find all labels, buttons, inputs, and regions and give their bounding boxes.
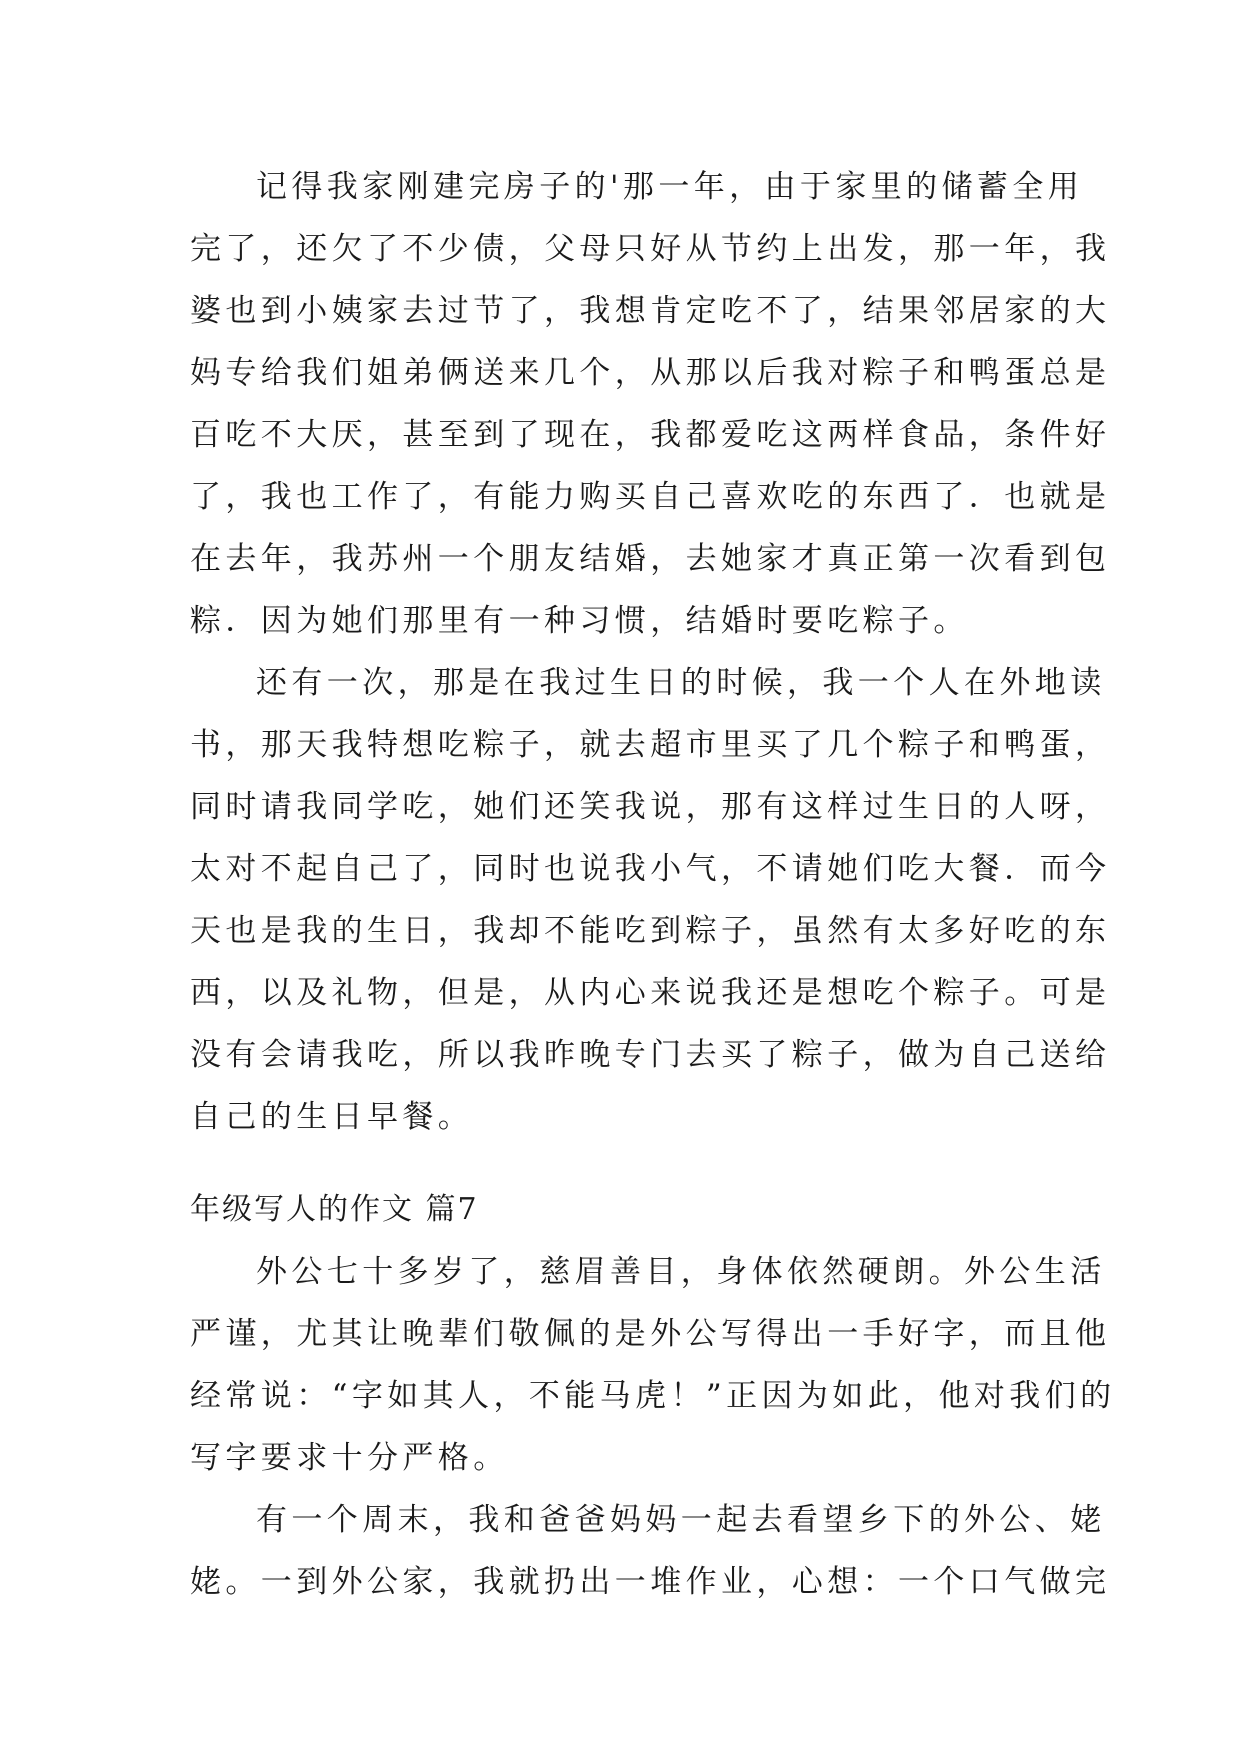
paragraph-line: 天也是我的生日，我却不能吃到粽子，虽然有太多好吃的东: [190, 913, 1111, 949]
paragraph-line: 妈专给我们姐弟俩送来几个，从那以后我对粽子和鸭蛋总是: [190, 355, 1111, 391]
paragraph-line: 没有会请我吃，所以我昨晚专门去买了粽子，做为自己送给: [190, 1037, 1111, 1073]
paragraph-line: 书，那天我特想吃粽子，就去超市里买了几个粽子和鸭蛋，: [190, 727, 1111, 763]
paragraph-line: 姥。一到外公家，我就扔出一堆作业，心想：一个口气做完: [190, 1564, 1111, 1600]
paragraph-line: 百吃不大厌，甚至到了现在，我都爱吃这两样食品，条件好: [190, 417, 1111, 453]
paragraph-line: 写字要求十分严格。: [190, 1440, 509, 1476]
paragraph-line: 记得我家刚建完房子的'那一年，由于家里的储蓄全用: [256, 169, 1084, 205]
paragraph-line: 粽．因为她们那里有一种习惯，结婚时要吃粽子。: [190, 603, 969, 639]
paragraph-line: 在去年，我苏州一个朋友结婚，去她家才真正第一次看到包: [190, 541, 1111, 577]
paragraph-line: 西，以及礼物，但是，从内心来说我还是想吃个粽子。可是: [190, 975, 1111, 1011]
paragraph-line: 同时请我同学吃，她们还笑我说，那有这样过生日的人呀，: [190, 789, 1111, 825]
paragraph-line: 有一个周末，我和爸爸妈妈一起去看望乡下的外公、姥: [256, 1502, 1106, 1538]
paragraph-line: 还有一次，那是在我过生日的时候，我一个人在外地读: [256, 665, 1106, 701]
paragraph-line: 经常说：“字如其人，不能马虎！”正因为如此，他对我们的: [190, 1378, 1116, 1414]
section-heading: 年级写人的作文 篇7: [190, 1192, 479, 1227]
paragraph-line: 自己的生日早餐。: [190, 1099, 474, 1135]
paragraph-line: 太对不起自己了，同时也说我小气，不请她们吃大餐．而今: [190, 851, 1111, 887]
paragraph-line: 完了，还欠了不少债，父母只好从节约上出发，那一年，我: [190, 231, 1111, 267]
paragraph-line: 外公七十多岁了，慈眉善目，身体依然硬朗。外公生活: [256, 1254, 1106, 1290]
paragraph-line: 严谨，尤其让晚辈们敬佩的是外公写得出一手好字，而且他: [190, 1316, 1111, 1352]
paragraph-line: 了，我也工作了，有能力购买自己喜欢吃的东西了．也就是: [190, 479, 1111, 515]
paragraph-line: 婆也到小姨家去过节了，我想肯定吃不了，结果邻居家的大: [190, 293, 1111, 329]
